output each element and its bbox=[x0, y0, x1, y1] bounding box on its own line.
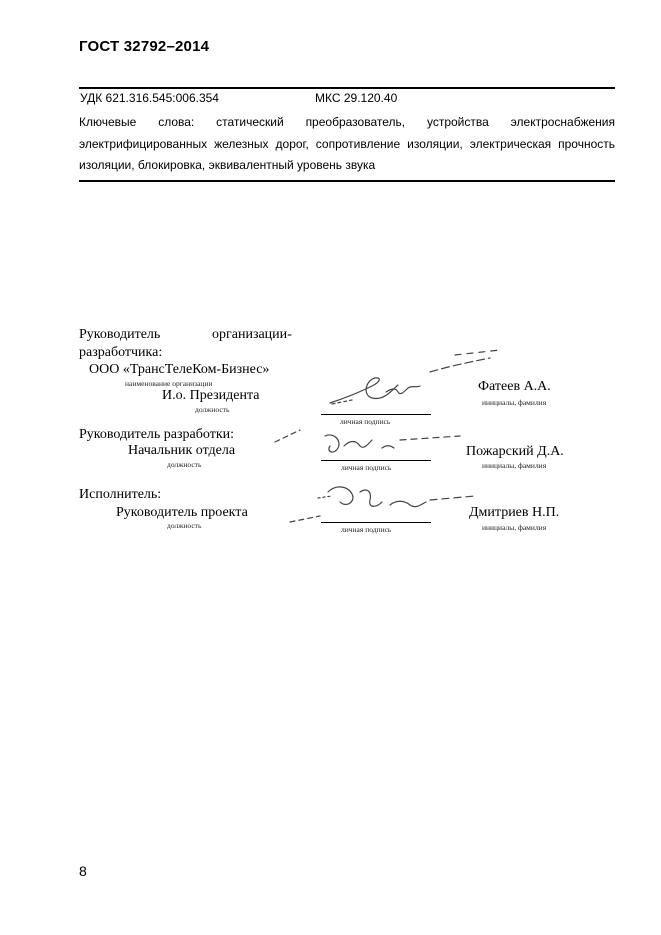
heading-organization: организации- bbox=[212, 327, 292, 342]
signer-name-1: Фатеев А.А. bbox=[478, 379, 551, 394]
name-caption-3: инициалы, фамилия bbox=[482, 523, 547, 532]
document-code: ГОСТ 32792–2014 bbox=[79, 38, 210, 55]
signature-caption-2: личная подпись bbox=[341, 463, 392, 472]
heading-developer: разработчика: bbox=[79, 345, 163, 360]
signer-name-3: Дмитриев Н.П. bbox=[469, 505, 560, 520]
heading-executor: Исполнитель: bbox=[79, 487, 162, 502]
signature-line-1 bbox=[321, 414, 431, 415]
organization-caption: наименование организации bbox=[125, 379, 213, 388]
position-caption-3: должность bbox=[167, 521, 202, 530]
heading-head-of-developer: Руководитель bbox=[79, 327, 161, 342]
signature-caption-1: личная подпись bbox=[340, 417, 391, 426]
heading-head-of-development: Руководитель разработки: bbox=[79, 427, 235, 442]
udk-code: УДК 621.316.545:006.354 bbox=[80, 91, 219, 105]
signature-line-2 bbox=[321, 460, 431, 461]
name-caption-1: инициалы, фамилия bbox=[482, 398, 547, 407]
bottom-rule bbox=[79, 180, 615, 182]
position-3: Руководитель проекта bbox=[116, 505, 248, 520]
keywords-paragraph: Ключевые слова: статический преобразователь, устройства электроснабжения электрифицированных железных дорог, сопротивление изоляции, электрическая прочность изоляции, блокировка, эквивалентный уровень звука bbox=[79, 115, 615, 172]
position-1: И.о. Президента bbox=[162, 388, 260, 403]
position-caption-2: должность bbox=[167, 460, 202, 469]
position-2: Начальник отдела bbox=[128, 443, 236, 458]
signature-caption-3: личная подпись bbox=[341, 525, 392, 534]
page-number: 8 bbox=[79, 863, 87, 879]
top-rule bbox=[79, 87, 615, 89]
organization-name: ООО «ТрансТелеКом-Бизнес» bbox=[89, 362, 270, 377]
name-caption-2: инициалы, фамилия bbox=[482, 461, 547, 470]
signer-name-2: Пожарский Д.А. bbox=[466, 444, 564, 459]
mks-code: МКС 29.120.40 bbox=[315, 91, 398, 105]
position-caption-1: должность bbox=[195, 405, 230, 414]
signature-line-3 bbox=[321, 522, 431, 523]
